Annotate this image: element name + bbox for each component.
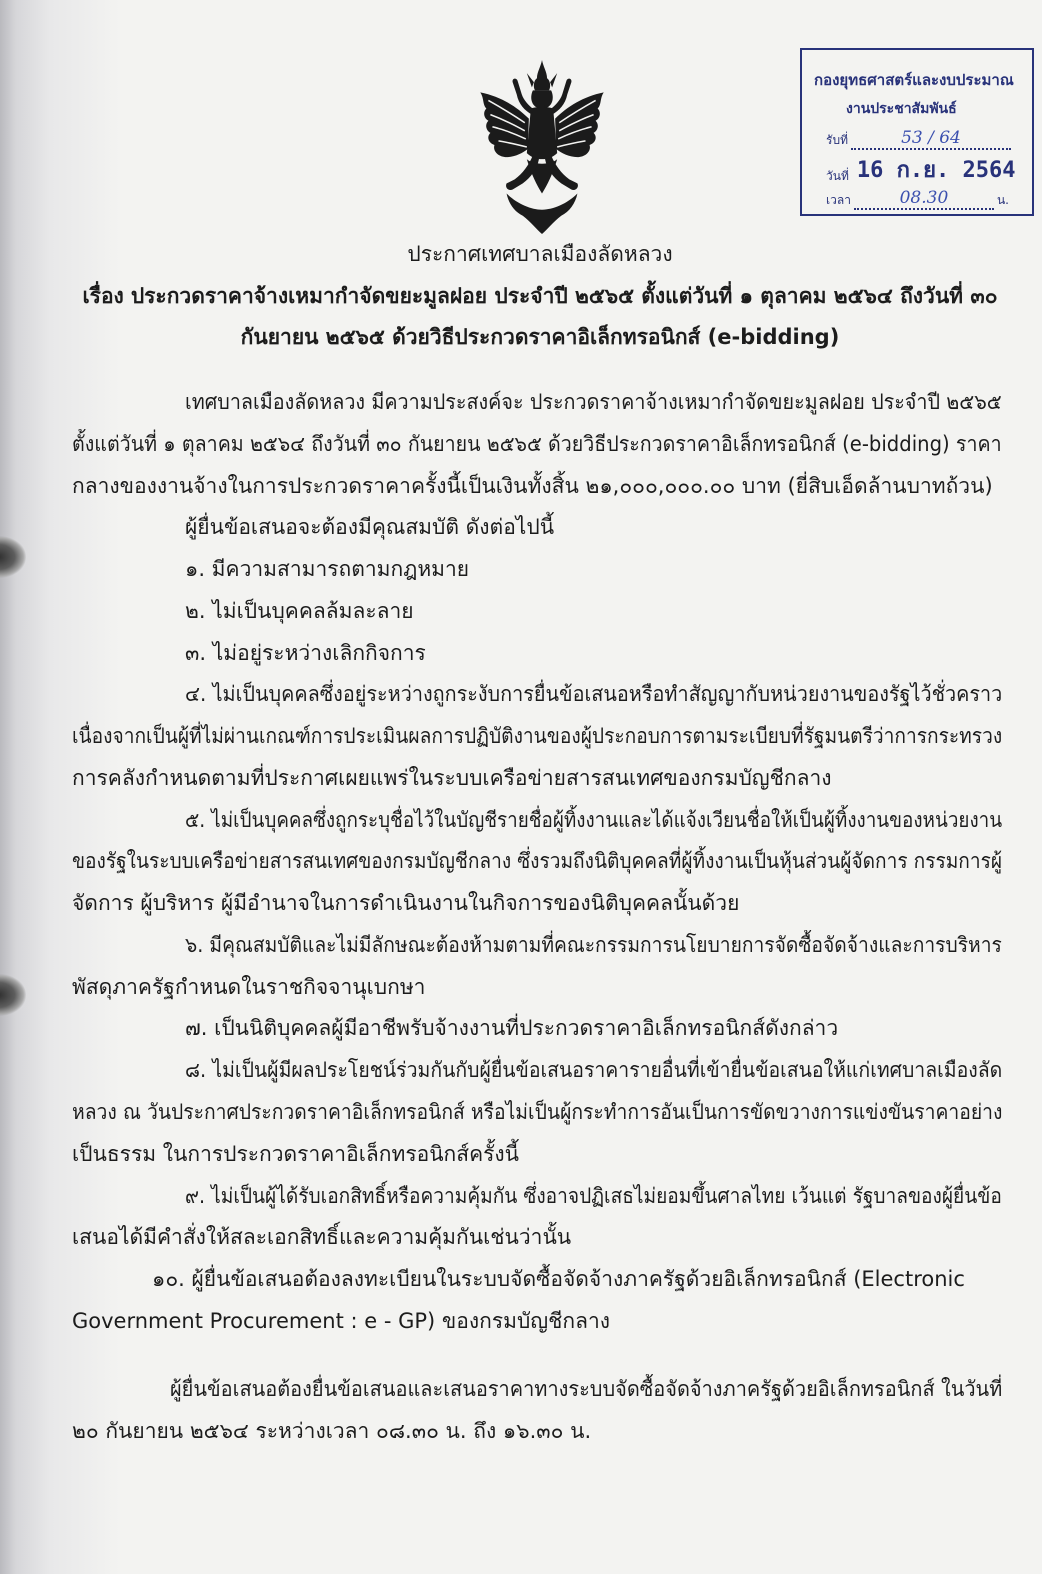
qualification-line: หลวง ณ วันประกาศประกวดราคาอิเล็กทรอนิกส์ หรือไม่เป็นผู้กระทำการอันเป็นการขัดขวางการแข่งขันราคาอย่าง xyxy=(72,1100,1003,1125)
intro-line: กลางของงานจ้างในการประกวดราคาครั้งนี้เป็นเงินทั้งสิ้น ๒๑,๐๐๐,๐๐๐.๐๐ บาท (ยี่สิบเอ็ดล้านบาทถ้วน) xyxy=(72,473,993,498)
qualification-item-2 xyxy=(72,591,1002,633)
qualification-line: ของรัฐในระบบเครือข่ายสารสนเทศของกรมบัญชีกลาง ซึ่งรวมถึงนิติบุคคลที่ผู้ทิ้งงานเป็นหุ้นส่วนผู้จัดการ กรรมการผู้ xyxy=(72,849,1003,874)
stamp-time-field xyxy=(854,188,994,210)
stamp-received-number: 53 / 64 xyxy=(901,128,961,148)
garuda-emblem xyxy=(476,60,608,234)
stamp-date-value: 16 ก.ย. 2564 xyxy=(856,158,1016,183)
closing-line: ๒๐ กันยายน ๒๕๖๔ ระหว่างเวลา ๐๘.๓๐ น. ถึง ๑๖.๓๐ น. xyxy=(72,1418,592,1443)
stamp-received-row xyxy=(826,126,1011,150)
qualification-line: ๒. ไม่เป็นบุคคลล้มละลาย xyxy=(185,598,414,623)
qualification-line: ๙. ไม่เป็นผู้ได้รับเอกสิทธิ์หรือความคุ้มกัน ซึ่งอาจปฏิเสธไม่ยอมขึ้นศาลไทย เว้นแต่ รัฐบาลของผู้ยื่นข้อ xyxy=(185,1183,1002,1208)
stamp-received-label: รับที่ xyxy=(826,133,848,147)
subject-line: กันยายน ๒๕๖๕ ด้วยวิธีประกวดราคาอิเล็กทรอนิกส์ (e-bidding) xyxy=(240,325,840,350)
qualification-line: ๕. ไม่เป็นบุคคลซึ่งถูกระบุชื่อไว้ในบัญชีรายชื่อผู้ทิ้งงานและได้แจ้งเวียนชื่อให้เป็นผู้ทิ้งงานของหน่วยงาน xyxy=(185,807,1003,832)
qualifications-heading: ผู้ยื่นข้อเสนอจะต้องมีคุณสมบัติ ดังต่อไปนี้ xyxy=(185,515,555,540)
stamp-department: กองยุทธศาสตร์และงบประมาณ xyxy=(814,71,1014,89)
binding-hole xyxy=(0,974,26,1016)
receipt-stamp xyxy=(800,48,1034,216)
announcement-body xyxy=(72,382,1002,1343)
qualification-line: ๔. ไม่เป็นบุคคลซึ่งอยู่ระหว่างถูกระงับการยื่นข้อเสนอหรือทำสัญญากับหน่วยงานของรัฐไว้ชั่วคราว xyxy=(185,682,1003,707)
qualification-line: การคลังกำหนดตามที่ประกาศเผยแพร่ในระบบเครือข่ายสารสนเทศของกรมบัญชีกลาง xyxy=(72,765,832,790)
qualification-line: พัสดุภาครัฐกำหนดในราชกิจจานุเบกษา xyxy=(72,974,426,999)
qualification-item-4 xyxy=(72,674,1002,799)
qualification-item-8 xyxy=(72,1050,1002,1175)
qualification-item-10 xyxy=(72,1259,1002,1343)
stamp-time-label: เวลา xyxy=(826,193,851,207)
qualification-item-7 xyxy=(72,1008,1002,1050)
qualification-line: เสนอได้มีคำสั่งให้สละเอกสิทธิ์และความคุ้มกันเช่นว่านั้น xyxy=(72,1225,572,1250)
stamp-date-row xyxy=(826,148,1016,186)
qualification-line: เนื่องจากเป็นผู้ที่ไม่ผ่านเกณฑ์การประเมินผลการปฏิบัติงานของผู้ประกอบการตามระเบียบที่รัฐมนตรีว่าการกระทรวง xyxy=(72,724,1003,749)
intro-paragraph xyxy=(72,382,1002,507)
closing-paragraph xyxy=(72,1369,1002,1453)
qualification-line: ๑๐. ผู้ยื่นข้อเสนอต้องลงทะเบียนในระบบจัดซื้อจัดจ้างภาครัฐด้วยอิเล็กทรอนิกส์ (Electronic xyxy=(152,1267,965,1292)
qualification-line: ๗. เป็นนิติบุคคลผู้มีอาชีพรับจ้างงานที่ประกวดราคาอิเล็กทรอนิกส์ดังกล่าว xyxy=(185,1016,839,1041)
qualification-line: Government Procurement : e - GP) ของกรมบัญชีกลาง xyxy=(72,1308,611,1333)
stamp-time-value: 08.30 xyxy=(899,188,949,208)
announcement-title: ประกาศเทศบาลเมืองลัดหลวง xyxy=(407,242,673,266)
qualification-line: เป็นธรรม ในการประกวดราคาอิเล็กทรอนิกส์ครั้งนี้ xyxy=(72,1141,520,1166)
stamp-date-label: วันที่ xyxy=(826,169,849,183)
qualification-item-3 xyxy=(72,633,1002,675)
stamp-section: งานประชาสัมพันธ์ xyxy=(846,101,957,117)
qualification-item-5 xyxy=(72,800,1002,925)
intro-line: ตั้งแต่วันที่ ๑ ตุลาคม ๒๕๖๔ ถึงวันที่ ๓๐ กันยายน ๒๕๖๕ ด้วยวิธีประกวดราคาอิเล็กทรอนิกส์ (e-bidding) ราคา xyxy=(72,431,1002,456)
announcement-header xyxy=(80,234,1000,359)
subject-label: เรื่อง xyxy=(82,283,124,308)
stamp-time-unit: น. xyxy=(996,193,1009,207)
qualification-line: ๘. ไม่เป็นผู้มีผลประโยชน์ร่วมกันกับผู้ยื่นข้อเสนอราคารายอื่นที่เข้ายื่นข้อเสนอให้แก่เทศบาลเมืองลัด xyxy=(185,1058,1003,1083)
qualification-line: ๑. มีความสามารถตามกฎหมาย xyxy=(185,557,470,582)
intro-line: เทศบาลเมืองลัดหลวง มีความประสงค์จะ ประกวดราคาจ้างเหมากำจัดขยะมูลฝอย ประจำปี ๒๕๖๕ xyxy=(185,390,1002,414)
qualification-item-6 xyxy=(72,925,1002,1009)
qualification-line: จัดการ ผู้บริหาร ผู้มีอำนาจในการดำเนินงานในกิจการของนิติบุคคลนั้นด้วย xyxy=(72,891,740,916)
closing-line: ผู้ยื่นข้อเสนอต้องยื่นข้อเสนอและเสนอราคาทางระบบจัดซื้อจัดจ้างภาครัฐด้วยอิเล็กทรอนิกส์ ในวันที่ xyxy=(170,1377,1003,1401)
qualification-line: ๓. ไม่อยู่ระหว่างเลิกกิจการ xyxy=(185,640,426,665)
qualification-item-1 xyxy=(72,549,1002,591)
qualification-item-9 xyxy=(72,1176,1002,1260)
subject-text: ประกวดราคาจ้างเหมากำจัดขยะมูลฝอย ประจำปี ๒๕๖๕ ตั้งแต่วันที่ ๑ ตุลาคม ๒๕๖๔ ถึงวันที่ ๓๐ xyxy=(130,283,998,308)
qualification-line: ๖. มีคุณสมบัติและไม่มีลักษณะต้องห้ามตามที่คณะกรรมการนโยบายการจัดซื้อจัดจ้างและการบริหาร xyxy=(185,932,1002,957)
binding-hole xyxy=(0,536,26,578)
subject-line xyxy=(82,276,997,318)
stamp-received-field xyxy=(851,128,1011,150)
stamp-time-row xyxy=(826,186,1009,210)
